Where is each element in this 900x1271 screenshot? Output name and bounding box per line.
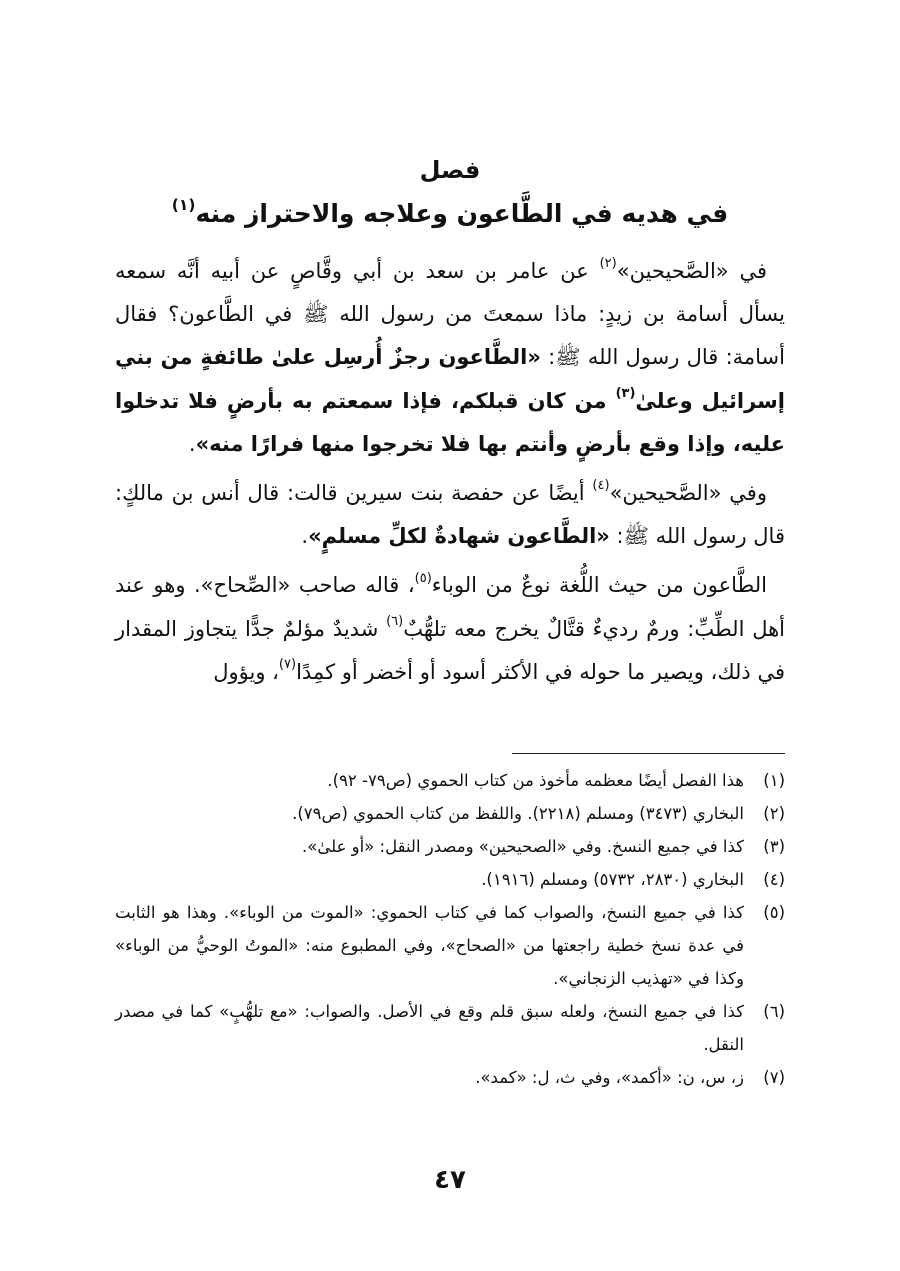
footnote-ref: (٣) — [615, 386, 636, 402]
hadith-quote: «الطَّاعون رجزٌ أُرسِل علىٰ طائفةٍ من بني إسرائيل وعلىٰ — [115, 345, 785, 413]
footnote-number: (٦) — [763, 1002, 785, 1021]
text-run: وفي «الصَّحيحين» — [609, 481, 767, 506]
footnote-number: (٧) — [763, 1068, 785, 1087]
footnote — [115, 995, 785, 1061]
section-title — [115, 193, 785, 235]
footnote-text: كذا في جميع النسخ. وفي «الصحيحين» ومصدر النقل: «أو علىٰ». — [302, 837, 744, 856]
text-run: عن عامر بن سعد بن أبي وقَّاصٍ عن أبيه أنَّه سمعه يسأل أسامة بن زيدٍ: ماذا سمعتَ من رسول الله ﷺ في الطَّاعون؟ فقال أسامة: قال رسول الله ﷺ: — [115, 259, 785, 370]
section-label: فصل — [419, 156, 481, 184]
footnote-number: (١) — [763, 771, 785, 790]
footnote — [115, 863, 785, 896]
footnote-text: البخاري (٢٨٣٠، ٥٧٣٢) ومسلم (١٩١٦). — [481, 870, 744, 889]
paragraph — [115, 564, 785, 694]
footnote-ref: (٤) — [592, 478, 610, 494]
paragraph — [115, 250, 785, 466]
section-title-text: في هديه في الطَّاعون وعلاجه والاحتراز منه — [195, 199, 729, 228]
text-run: في «الصَّحيحين» — [616, 259, 767, 283]
footnote-divider — [512, 753, 785, 754]
footnote-text: كذا في جميع النسخ، والصواب كما في كتاب الحموي: «الموت من الوباء». وهذا هو الثابت في عدة نسخ خطية راجعتها من «الصحاح»، وفي المطبوع منه: «الموتُ الوحيُّ من الوباء» وكذا في «تهذيب الزنجاني». — [115, 903, 744, 988]
footnote — [115, 896, 785, 995]
text-run: . — [188, 431, 196, 456]
page-number: ٤٧ — [434, 1165, 466, 1195]
footnote — [115, 830, 785, 863]
footnote-text: كذا في جميع النسخ، ولعله سبق قلم وقع في الأصل. والصواب: «مع تلهُّبٍ» كما في مصدر النقل. — [115, 1002, 744, 1054]
footnote-ref: (٦) — [386, 614, 404, 630]
footnote-number: (٢) — [763, 804, 785, 823]
footnote-ref: (١) — [171, 195, 196, 214]
text-run: الطَّاعون من حيث اللُّغة نوعٌ من الوباء — [431, 573, 767, 598]
text-run: شديدٌ مؤلمٌ جدًّا يتجاوز المقدار في ذلك، ويصير ما حوله في الأكثر أسود أو أخضر أو كمِدًا — [115, 616, 785, 684]
footnote — [115, 1061, 785, 1094]
footnote — [115, 797, 785, 830]
footnote — [115, 764, 785, 797]
footnote-text: هذا الفصل أيضًا معظمه مأخوذ من كتاب الحموي (ص٧٩- ٩٢). — [327, 771, 744, 790]
text-run: ، قاله صاحب «الصِّحاح». وهو عند أهل الطِّبِّ: ورمٌ رديءٌ قتَّالٌ يخرج معه تلهُّبٌ — [115, 573, 786, 641]
footnote-number: (٥) — [763, 903, 785, 922]
hadith-quote: من كان قبلكم، فإذا سمعتم به بأرضٍ فلا تدخلوا عليه، وإذا وقع بأرضٍ وأنتم بها فلا تخرجوا منها فرارًا منه» — [115, 388, 785, 456]
text-run: ، ويؤول — [213, 659, 279, 684]
hadith-quote: «الطَّاعون شهادةٌ لكلِّ مسلمٍ» — [308, 524, 610, 549]
footnote-text: ز، س، ن: «أكمد»، وفي ث، ل: «كمد». — [475, 1068, 744, 1087]
footnote-text: البخاري (٣٤٧٣) ومسلم (٢٢١٨). واللفظ من كتاب الحموي (ص٧٩). — [292, 804, 744, 823]
main-text — [115, 250, 785, 694]
paragraph — [115, 472, 785, 558]
footnote-number: (٣) — [763, 837, 785, 856]
text-run: أيضًا عن حفصة بنت سيرين قالت: قال أنس بن مالكٍ: قال رسول الله ﷺ: — [115, 481, 785, 549]
footnote-ref: (٧) — [278, 657, 297, 673]
footnotes — [115, 764, 785, 1094]
footnote-ref: (٢) — [599, 256, 617, 272]
text-run: . — [301, 524, 309, 549]
footnote-ref: (٥) — [414, 570, 432, 586]
footnote-number: (٤) — [763, 870, 785, 889]
